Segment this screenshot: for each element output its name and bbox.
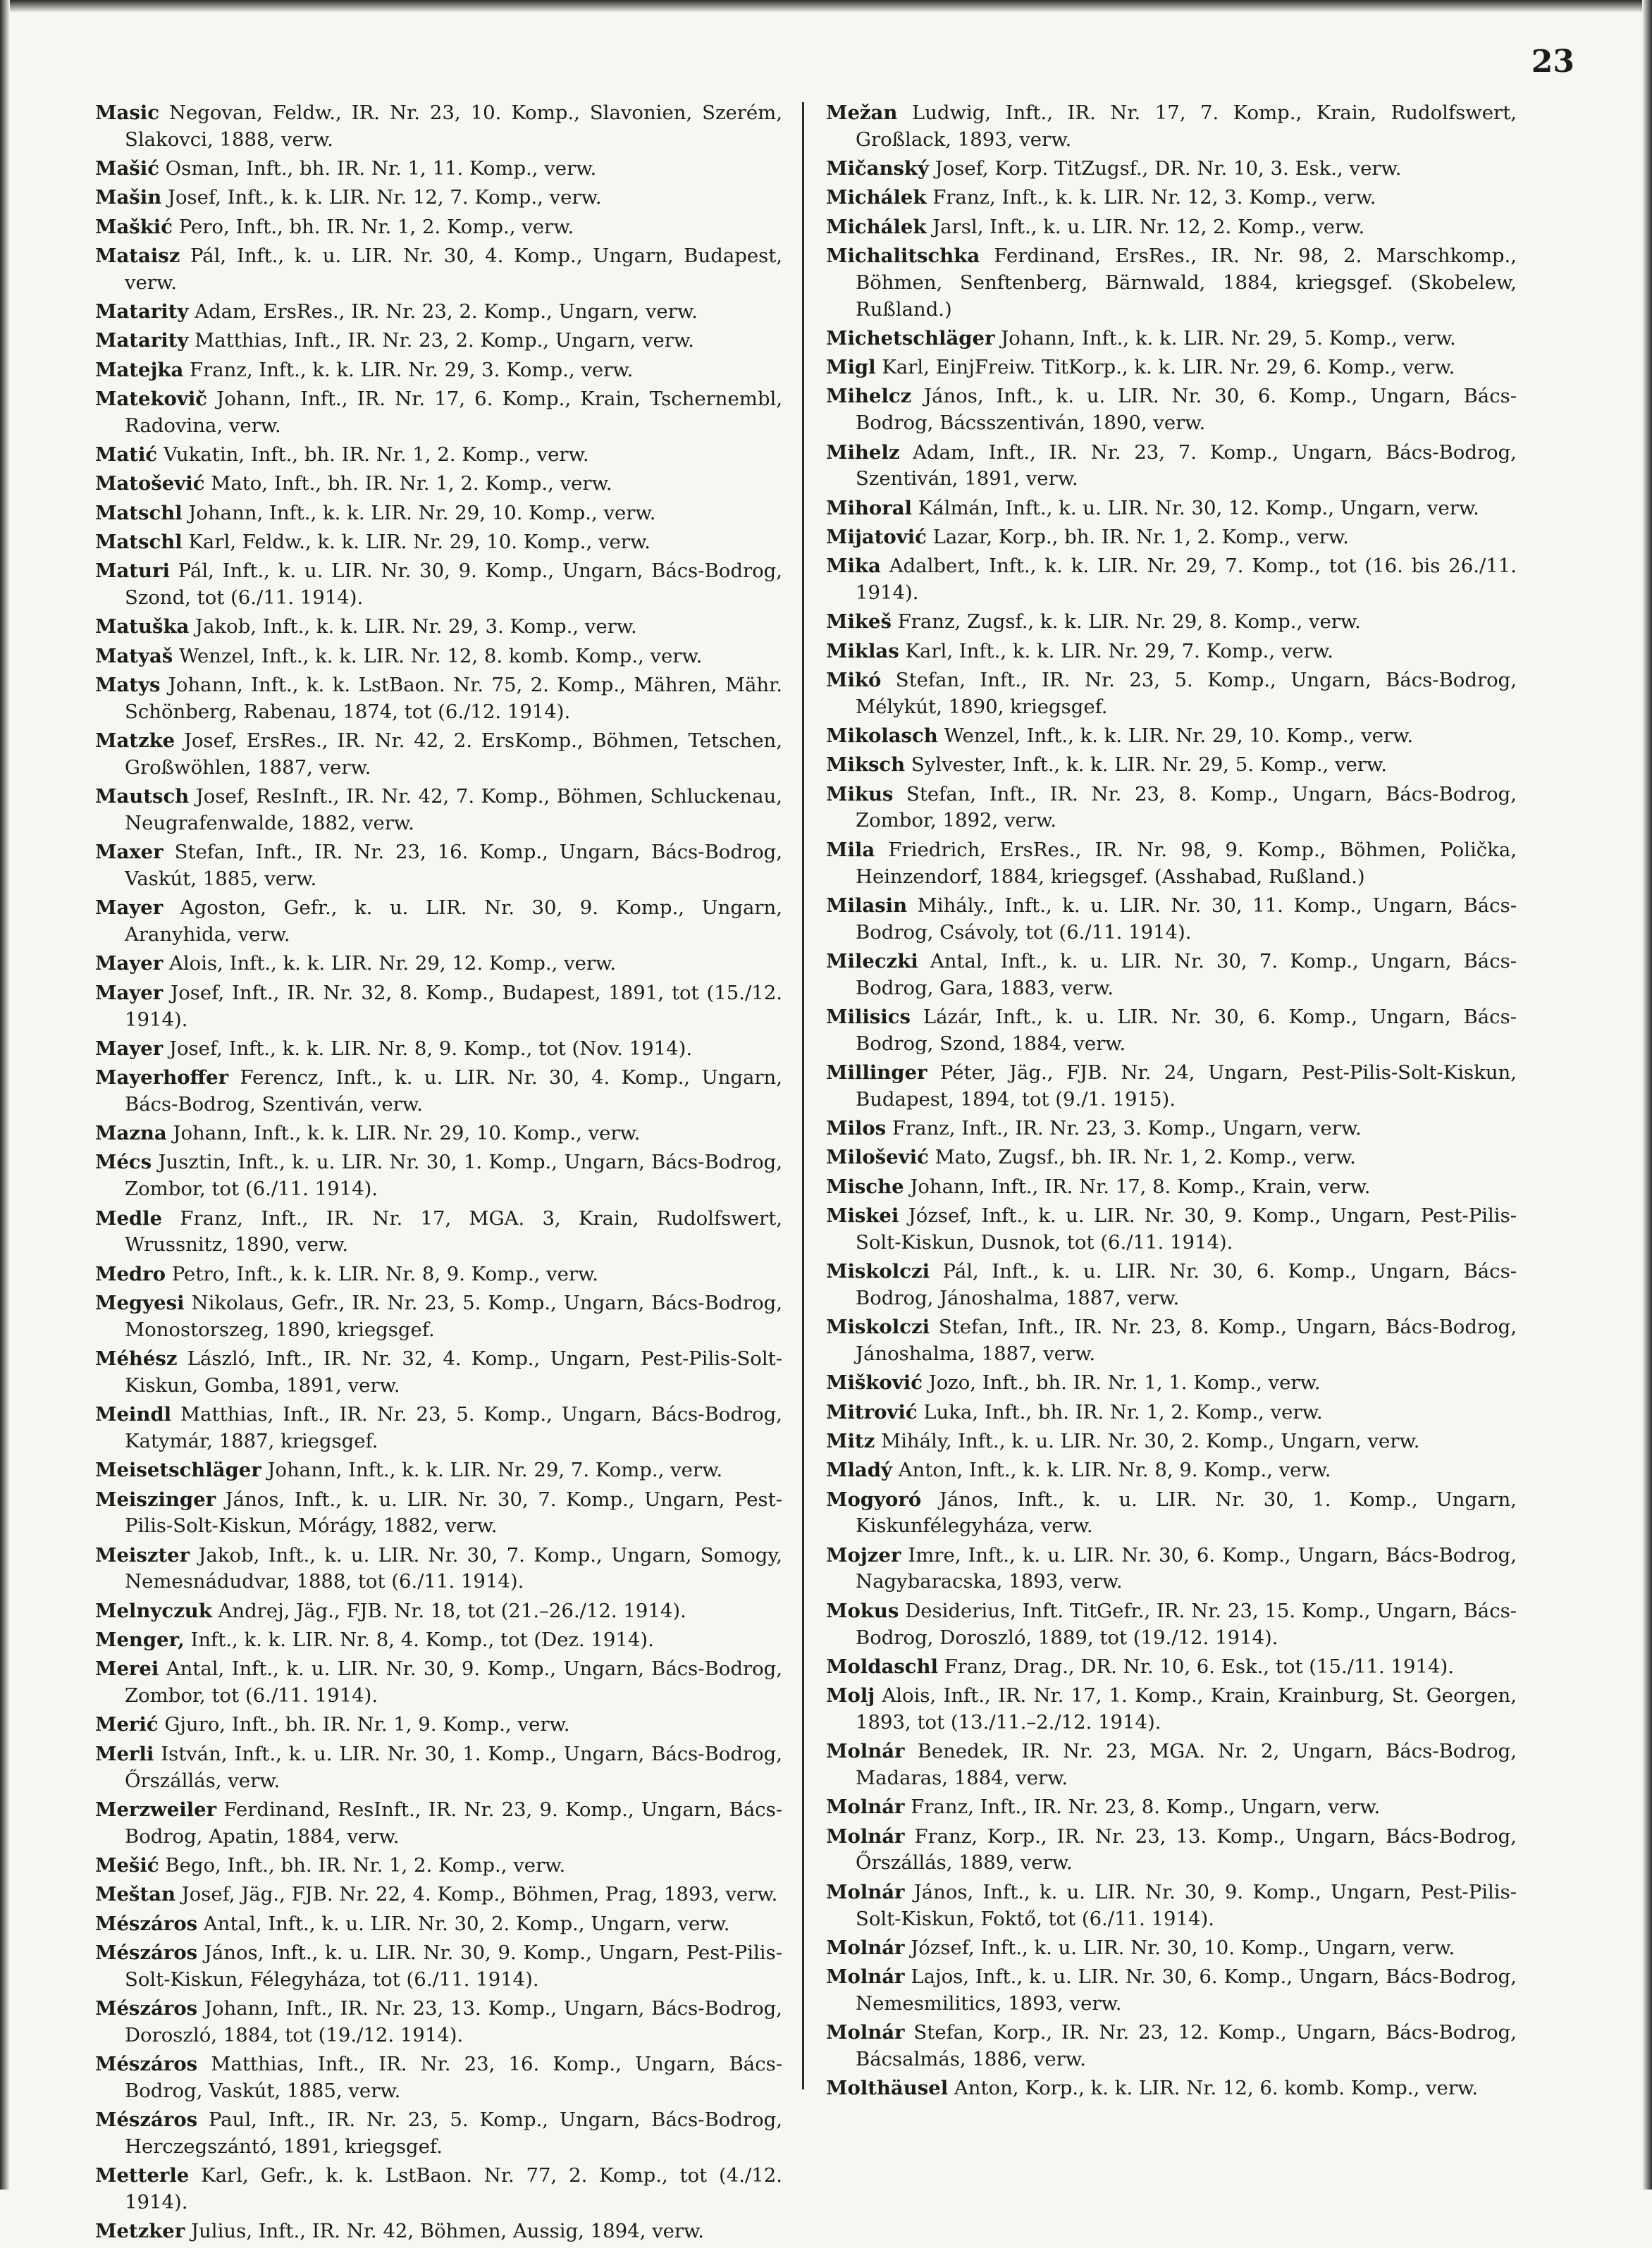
- casualty-entry: [826, 1174, 1517, 1201]
- casualty-entry: [95, 728, 782, 782]
- casualty-entry: [826, 1739, 1517, 1792]
- entry-details: János, Inft., k. u. LIR. Nr. 30, 9. Komp., Ungarn, Pest-Pilis-Solt-Kiskun, Foktő, tot (6./11. 1914).: [856, 1880, 1517, 1930]
- entry-surname: Mileczki: [826, 949, 918, 972]
- entry-details: József, Inft., k. u. LIR. Nr. 30, 9. Komp., Ungarn, Pest-Pilis-Solt-Kiskun, Dusnok, tot (6./11. 1914).: [856, 1204, 1517, 1254]
- entry-details: Johann, Inft., IR. Nr. 17, 8. Komp., Krain, verw.: [904, 1175, 1371, 1198]
- entry-details: Pál, Inft., k. u. LIR. Nr. 30, 9. Komp., Ungarn, Bács-Bodrog, Szond, tot (6./11. 1914).: [125, 560, 782, 610]
- casualty-entry: [95, 980, 782, 1034]
- entry-details: Ferencz, Inft., k. u. LIR. Nr. 30, 4. Komp., Ungarn, Bács-Bodrog, Szentiván, verw.: [125, 1066, 782, 1116]
- entry-details: Anton, Inft., k. k. LIR. Nr. 8, 9. Komp., verw.: [892, 1459, 1331, 1482]
- casualty-entry: [95, 386, 782, 440]
- casualty-entry: [826, 1543, 1517, 1596]
- entry-details: Vukatin, Inft., bh. IR. Nr. 1, 2. Komp., verw.: [157, 443, 589, 467]
- casualty-entry: [95, 442, 782, 469]
- entry-surname: Michálek: [826, 186, 927, 209]
- casualty-entry: [826, 1879, 1517, 1933]
- entry-surname: Menger,: [95, 1629, 185, 1652]
- casualty-entry: [95, 2218, 782, 2245]
- entry-details: Pál, Inft., k. u. LIR. Nr. 30, 4. Komp., Ungarn, Budapest, verw.: [125, 244, 782, 294]
- entry-details: Franz, Inft., k. k. LIR. Nr. 29, 3. Komp., verw.: [183, 358, 634, 381]
- entry-details: Osman, Inft., bh. IR. Nr. 1, 11. Komp., verw.: [159, 157, 597, 180]
- entry-surname: Mészáros: [95, 2108, 198, 2132]
- left-column: [95, 100, 782, 2248]
- entry-details: Alois, Inft., k. k. LIR. Nr. 29, 12. Komp., verw.: [163, 952, 617, 975]
- casualty-entry: [95, 357, 782, 384]
- entry-details: Johann, Inft., k. k. LIR. Nr. 29, 5. Komp., verw.: [994, 326, 1456, 350]
- casualty-entry: [826, 1487, 1517, 1540]
- casualty-entry: [95, 1712, 782, 1739]
- entry-details: Karl, Feldw., k. k. LIR. Nr. 29, 10. Komp., verw.: [182, 530, 651, 553]
- casualty-entry: [95, 1036, 782, 1063]
- entry-surname: Medro: [95, 1262, 166, 1285]
- entry-details: Wenzel, Inft., k. k. LIR. Nr. 12, 8. komb. Komp., verw.: [173, 644, 703, 667]
- entry-details: Sylvester, Inft., k. k. LIR. Nr. 29, 5. Komp., verw.: [905, 753, 1387, 777]
- casualty-entry: [826, 354, 1517, 381]
- casualty-entry: [826, 440, 1517, 493]
- entry-details: István, Inft., k. u. LIR. Nr. 30, 1. Komp., Ungarn, Bács-Bodrog, Őrszállás, verw.: [125, 1742, 782, 1792]
- entry-details: Anton, Korp., k. k. LIR. Nr. 12, 6. komb. Komp., verw.: [948, 2077, 1478, 2100]
- entry-details: Adalbert, Inft., k. k. LIR. Nr. 29, 7. Komp., tot (16. bis 26./11. 1914).: [856, 555, 1517, 605]
- casualty-entry: [826, 185, 1517, 211]
- casualty-entry: [826, 1683, 1517, 1736]
- entry-surname: Mészáros: [95, 1996, 198, 2020]
- entry-details: Josef, ErsRes., IR. Nr. 42, 2. ErsKomp., Böhmen, Tetschen, Großwöhlen, 1887, verw.: [125, 729, 782, 779]
- entry-surname: Melnyczuk: [95, 1599, 212, 1622]
- entry-details: Ferdinand, ErsRes., IR. Nr. 98, 2. Marschkomp., Böhmen, Senftenberg, Bärnwald, 1884, kriegsgef. (Skobelew, Rußland.): [856, 244, 1517, 321]
- casualty-entry: [95, 100, 782, 154]
- entry-details: Gjuro, Inft., bh. IR. Nr. 1, 9. Komp., verw.: [158, 1713, 570, 1736]
- entry-surname: Mihelz: [826, 440, 900, 464]
- casualty-entry: [95, 614, 782, 641]
- casualty-entry: [95, 500, 782, 527]
- entry-details: Benedek, IR. Nr. 23, MGA. Nr. 2, Ungarn, Bács-Bodrog, Madaras, 1884, verw.: [856, 1740, 1517, 1790]
- entry-details: Luka, Inft., bh. IR. Nr. 1, 2. Komp., verw.: [917, 1400, 1323, 1423]
- entry-surname: Mécs: [95, 1151, 152, 1174]
- scan-border-right: [1642, 0, 1652, 2190]
- casualty-entry: [95, 951, 782, 977]
- entry-details: János, Inft., k. u. LIR. Nr. 30, 6. Komp., Ungarn, Bács-Bodrog, Bácsszentiván, 1890, verw.: [856, 385, 1517, 435]
- entry-surname: Molnár: [826, 1740, 905, 1763]
- scan-border-left: [0, 0, 10, 2190]
- entry-surname: Mazna: [95, 1122, 167, 1145]
- entry-details: János, Inft., k. u. LIR. Nr. 30, 9. Komp., Ungarn, Pest-Pilis-Solt-Kiskun, Félegyháza, tot (6./11. 1914).: [125, 1941, 782, 1991]
- entry-details: Ferdinand, ResInft., IR. Nr. 23, 9. Komp., Ungarn, Bács-Bodrog, Apatin, 1884, verw.: [125, 1798, 782, 1848]
- entry-details: Imre, Inft., k. u. LIR. Nr. 30, 6. Komp., Ungarn, Bács-Bodrog, Nagybaracska, 1893, verw.: [856, 1543, 1517, 1593]
- casualty-entry: [826, 156, 1517, 183]
- casualty-entry: [95, 1882, 782, 1908]
- column-divider: [802, 102, 804, 2089]
- entry-details: Josef, ResInft., IR. Nr. 42, 7. Komp., Böhmen, Schluckenau, Neugrafenwalde, 1882, verw.: [125, 785, 782, 834]
- casualty-entry: [95, 1797, 782, 1851]
- entry-surname: Mihoral: [826, 496, 912, 519]
- entry-surname: Mische: [826, 1175, 904, 1198]
- entry-details: Pero, Inft., bh. IR. Nr. 1, 2. Komp., verw.: [173, 215, 574, 238]
- entry-surname: Masic: [95, 101, 159, 124]
- entry-surname: Matys: [95, 673, 161, 696]
- casualty-entry: [826, 667, 1517, 721]
- entry-details: Lazar, Korp., bh. IR. Nr. 1, 2. Komp., verw.: [926, 525, 1349, 548]
- entry-details: Inft., k. k. LIR. Nr. 8, 4. Komp., tot (Dez. 1914).: [184, 1629, 654, 1652]
- entry-surname: Merzweiler: [95, 1798, 217, 1821]
- entry-details: Péter, Jäg., FJB. Nr. 24, Ungarn, Pest-Pilis-Solt-Kiskun, Budapest, 1894, tot (9./1. 1915).: [856, 1061, 1517, 1111]
- entry-details: Mihály, Inft., k. u. LIR. Nr. 30, 2. Komp., Ungarn, verw.: [875, 1429, 1420, 1452]
- entry-details: Franz, Inft., IR. Nr. 23, 8. Komp., Ungarn, verw.: [904, 1796, 1381, 1819]
- casualty-entry: [826, 1116, 1517, 1142]
- casualty-entry: [826, 1203, 1517, 1256]
- entry-details: Franz, Inft., IR. Nr. 17, MGA. 3, Krain, Rudolfswert, Wrussnitz, 1890, verw.: [125, 1206, 782, 1256]
- entry-surname: Matejka: [95, 358, 184, 381]
- entry-surname: Milošević: [826, 1146, 929, 1169]
- entry-details: Wenzel, Inft., k. k. LIR. Nr. 29, 10. Komp., verw.: [937, 724, 1414, 748]
- entry-surname: Migl: [826, 356, 876, 379]
- entry-surname: Mayer: [95, 1037, 164, 1060]
- casualty-entry: [826, 2075, 1517, 2102]
- casualty-entry: [826, 1824, 1517, 1877]
- casualty-entry: [95, 1853, 782, 1879]
- casualty-entry: [826, 1314, 1517, 1368]
- entry-surname: Matuška: [95, 615, 190, 638]
- entry-surname: Michalitschka: [826, 244, 980, 267]
- entry-details: Matthias, Inft., IR. Nr. 23, 5. Komp., Ungarn, Bács-Bodrog, Katymár, 1887, kriegsgef.: [125, 1403, 782, 1452]
- entry-details: Josef, Korp. TitZugsf., DR. Nr. 10, 3. Esk., verw.: [928, 157, 1402, 180]
- entry-surname: Mokus: [826, 1599, 899, 1622]
- entry-details: Johann, Inft., k. k. LIR. Nr. 29, 10. Komp., verw.: [166, 1122, 641, 1145]
- entry-details: Jarsl, Inft., k. u. LIR. Nr. 12, 2. Komp., verw.: [926, 215, 1365, 238]
- casualty-entry: [95, 1911, 782, 1938]
- entry-details: László, Inft., IR. Nr. 32, 4. Komp., Ungarn, Pest-Pilis-Solt-Kiskun, Gomba, 1891, verw.: [125, 1347, 782, 1397]
- casualty-entry: [95, 1656, 782, 1710]
- casualty-entry: [826, 495, 1517, 522]
- entry-details: Stefan, Korp., IR. Nr. 23, 12. Komp., Ungarn, Bács-Bodrog, Bácsalmás, 1886, verw.: [856, 2021, 1517, 2070]
- entry-details: Josef, Inft., IR. Nr. 32, 8. Komp., Budapest, 1891, tot (15./12. 1914).: [125, 981, 782, 1031]
- entry-surname: Mašin: [95, 186, 162, 209]
- casualty-entry: [95, 672, 782, 726]
- casualty-entry: [95, 299, 782, 326]
- entry-surname: Mataisz: [95, 244, 180, 267]
- entry-surname: Mészáros: [95, 2052, 198, 2075]
- entry-details: Negovan, Feldw., IR. Nr. 23, 10. Komp., Slavonien, Szerém, Slakovci, 1888, verw.: [125, 101, 782, 151]
- entry-surname: Milasin: [826, 894, 908, 917]
- casualty-entry: [826, 1428, 1517, 1455]
- page-number: 23: [1531, 44, 1574, 80]
- casualty-entry: [826, 524, 1517, 551]
- casualty-entry: [95, 214, 782, 241]
- casualty-entry: [95, 156, 782, 183]
- entry-details: Antal, Inft., k. u. LIR. Nr. 30, 2. Komp., Ungarn, verw.: [197, 1912, 730, 1935]
- entry-details: Franz, Korp., IR. Nr. 23, 13. Komp., Ungarn, Bács-Bodrog, Őrszállás, 1889, verw.: [856, 1824, 1517, 1875]
- entry-details: Mato, Zugsf., bh. IR. Nr. 1, 2. Komp., verw.: [928, 1146, 1356, 1169]
- casualty-entry: [95, 1457, 782, 1484]
- entry-surname: Mayer: [95, 896, 164, 920]
- entry-surname: Mežan: [826, 101, 898, 124]
- entry-surname: Milos: [826, 1117, 887, 1140]
- casualty-entry: [95, 643, 782, 670]
- casualty-entry: [95, 1065, 782, 1118]
- casualty-entry: [826, 837, 1517, 891]
- casualty-entry: [826, 1004, 1517, 1058]
- entry-surname: Molnár: [826, 1936, 905, 1959]
- entry-details: Stefan, Inft., IR. Nr. 23, 8. Komp., Ungarn, Bács-Bodrog, Zombor, 1892, verw.: [856, 782, 1517, 832]
- entry-details: Johann, Inft., IR. Nr. 17, 6. Komp., Krain, Tschernembl, Radovina, verw.: [125, 387, 782, 437]
- entry-surname: Mašić: [95, 157, 159, 180]
- entry-surname: Molthäusel: [826, 2077, 949, 2100]
- entry-surname: Merli: [95, 1742, 154, 1765]
- casualty-entry: [95, 1290, 782, 1344]
- entry-surname: Miklas: [826, 639, 899, 662]
- casualty-entry: [826, 1457, 1517, 1484]
- entry-surname: Meiszinger: [95, 1488, 216, 1511]
- entry-details: Jozo, Inft., bh. IR. Nr. 1, 1. Komp., verw.: [922, 1371, 1321, 1395]
- entry-surname: Molnár: [826, 1824, 905, 1848]
- casualty-entry: [826, 326, 1517, 352]
- casualty-entry: [826, 100, 1517, 154]
- casualty-entry: [95, 328, 782, 354]
- casualty-entry: [95, 784, 782, 837]
- entry-surname: Mika: [826, 555, 881, 578]
- entry-surname: Mikó: [826, 668, 882, 691]
- casualty-entry: [95, 1940, 782, 1994]
- entry-details: Julius, Inft., IR. Nr. 42, Böhmen, Aussig, 1894, verw.: [185, 2220, 705, 2243]
- casualty-entry: [95, 1487, 782, 1540]
- entry-details: Lázár, Inft., k. u. LIR. Nr. 30, 6. Komp., Ungarn, Bács-Bodrog, Szond, 1884, verw.: [856, 1006, 1517, 1055]
- casualty-entry: [95, 895, 782, 949]
- entry-surname: Mešić: [95, 1853, 159, 1877]
- entry-surname: Molnár: [826, 1796, 905, 1819]
- entry-details: Adam, Inft., IR. Nr. 23, 7. Komp., Ungarn, Bács-Bodrog, Szentiván, 1891, verw.: [856, 440, 1517, 490]
- entry-surname: Merić: [95, 1713, 159, 1736]
- entry-surname: Matyaš: [95, 644, 173, 667]
- entry-details: Jakob, Inft., k. k. LIR. Nr. 29, 3. Komp., verw.: [189, 615, 637, 638]
- casualty-entry: [826, 1598, 1517, 1652]
- entry-details: Andrej, Jäg., FJB. Nr. 18, tot (21.–26./12. 1914).: [211, 1599, 686, 1622]
- entry-details: Jakob, Inft., k. u. LIR. Nr. 30, 7. Komp., Ungarn, Somogy, Nemesnádudvar, 1888, tot (6./11. 1914).: [125, 1543, 782, 1593]
- casualty-entry: [826, 1794, 1517, 1821]
- entry-surname: Merei: [95, 1657, 159, 1681]
- entry-details: Friedrich, ErsRes., IR. Nr. 98, 9. Komp., Böhmen, Polička, Heinzendorf, 1884, kriegsgef. (Asshabad, Rußland.): [856, 838, 1517, 888]
- casualty-entry: [826, 2020, 1517, 2073]
- casualty-entry: [826, 609, 1517, 636]
- entry-surname: Matschl: [95, 501, 183, 524]
- casualty-entry: [95, 1261, 782, 1288]
- entry-surname: Mikeš: [826, 610, 892, 634]
- entry-surname: Matarity: [95, 329, 189, 352]
- entry-surname: Moldaschl: [826, 1655, 938, 1678]
- casualty-entry: [826, 1370, 1517, 1397]
- entry-details: Bego, Inft., bh. IR. Nr. 1, 2. Komp., verw.: [159, 1853, 566, 1877]
- entry-details: Karl, Inft., k. k. LIR. Nr. 29, 7. Komp., verw.: [899, 639, 1333, 662]
- entry-surname: Mayer: [95, 981, 164, 1004]
- entry-details: Johann, Inft., k. k. LIR. Nr. 29, 10. Komp., verw.: [182, 501, 656, 524]
- entry-details: Matthias, Inft., IR. Nr. 23, 16. Komp., Ungarn, Bács-Bodrog, Vaskút, 1885, verw.: [125, 2052, 782, 2102]
- casualty-entry: [826, 638, 1517, 665]
- entry-surname: Mikolasch: [826, 724, 938, 748]
- entry-surname: Maxer: [95, 841, 164, 864]
- entry-surname: Miskei: [826, 1204, 899, 1228]
- entry-surname: Meštan: [95, 1883, 175, 1906]
- casualty-entry: [826, 553, 1517, 607]
- entry-details: Ludwig, Inft., IR. Nr. 17, 7. Komp., Krain, Rudolfswert, Großlack, 1893, verw.: [856, 101, 1517, 151]
- entry-surname: Molnár: [826, 2021, 905, 2044]
- entry-surname: Metzker: [95, 2220, 185, 2243]
- casualty-entry: [826, 243, 1517, 323]
- entry-surname: Matekovič: [95, 387, 208, 410]
- entry-details: Stefan, Inft., IR. Nr. 23, 16. Komp., Ungarn, Bács-Bodrog, Vaskút, 1885, verw.: [125, 841, 782, 891]
- casualty-entry: [826, 1400, 1517, 1426]
- entry-details: Josef, Jäg., FJB. Nr. 22, 4. Komp., Böhmen, Prag, 1893, verw.: [175, 1883, 778, 1906]
- entry-details: Josef, Inft., k. k. LIR. Nr. 8, 9. Komp., tot (Nov. 1914).: [163, 1037, 693, 1060]
- entry-surname: Miskolczi: [826, 1260, 930, 1283]
- entry-surname: Mihelcz: [826, 385, 912, 408]
- casualty-entry: [826, 949, 1517, 1002]
- entry-surname: Mladý: [826, 1459, 892, 1482]
- entry-surname: Mayer: [95, 952, 164, 975]
- entry-surname: Metterle: [95, 2164, 190, 2187]
- casualty-entry: [826, 1654, 1517, 1681]
- entry-surname: Matić: [95, 443, 158, 467]
- entry-surname: Mitz: [826, 1429, 875, 1452]
- casualty-entry: [95, 243, 782, 297]
- entry-surname: Maškić: [95, 215, 173, 238]
- casualty-entry: [826, 214, 1517, 241]
- casualty-entry: [95, 839, 782, 893]
- entry-surname: Medle: [95, 1206, 163, 1230]
- entry-surname: Miksch: [826, 753, 906, 777]
- entry-surname: Matschl: [95, 530, 183, 553]
- entry-details: Antal, Inft., k. u. LIR. Nr. 30, 9. Komp., Ungarn, Bács-Bodrog, Zombor, tot (6./11. 1914).: [125, 1657, 782, 1707]
- entry-details: Antal, Inft., k. u. LIR. Nr. 30, 7. Komp., Ungarn, Bács-Bodrog, Gara, 1883, verw.: [856, 949, 1517, 999]
- entry-surname: Mila: [826, 838, 875, 861]
- casualty-entry: [826, 1935, 1517, 1962]
- entry-surname: Michálek: [826, 215, 927, 238]
- entry-surname: Mészáros: [95, 1941, 198, 1964]
- entry-surname: Molnár: [826, 1965, 905, 1989]
- entry-surname: Millinger: [826, 1061, 927, 1085]
- entry-surname: Mikus: [826, 782, 894, 805]
- casualty-entry: [826, 782, 1517, 835]
- entry-surname: Mojzer: [826, 1543, 901, 1567]
- entry-details: Stefan, Inft., IR. Nr. 23, 8. Komp., Ungarn, Bács-Bodrog, Jánoshalma, 1887, verw.: [856, 1316, 1517, 1366]
- casualty-entry: [95, 1543, 782, 1596]
- casualty-entry: [95, 1206, 782, 1259]
- entry-details: Mihály., Inft., k. u. LIR. Nr. 30, 11. Komp., Ungarn, Bács-Bodrog, Csávoly, tot (6./11. 1914).: [856, 894, 1517, 944]
- casualty-entry: [826, 893, 1517, 946]
- entry-surname: Molnár: [826, 1880, 905, 1903]
- entry-surname: Mišković: [826, 1371, 923, 1395]
- entry-details: Desiderius, Inft. TitGefr., IR. Nr. 23, 15. Komp., Ungarn, Bács-Bodrog, Doroszló, 1889, tot (19./12. 1914).: [856, 1599, 1517, 1649]
- casualty-entry: [95, 1346, 782, 1400]
- entry-details: Nikolaus, Gefr., IR. Nr. 23, 5. Komp., Ungarn, Bács-Bodrog, Monostorszeg, 1890, kriegsgef.: [125, 1291, 782, 1341]
- casualty-entry: [826, 752, 1517, 779]
- entry-details: János, Inft., k. u. LIR. Nr. 30, 7. Komp., Ungarn, Pest-Pilis-Solt-Kiskun, Mórágy, 1882, verw.: [125, 1488, 782, 1538]
- entry-details: Karl, EinjFreiw. TitKorp., k. k. LIR. Nr. 29, 6. Komp., verw.: [875, 356, 1455, 379]
- entry-surname: Meindl: [95, 1403, 172, 1426]
- casualty-entry: [95, 185, 782, 211]
- entry-details: Johann, Inft., k. k. LIR. Nr. 29, 7. Komp., verw.: [261, 1459, 723, 1482]
- casualty-entry: [95, 2051, 782, 2105]
- entry-details: Petro, Inft., k. k. LIR. Nr. 8, 9. Komp., verw.: [166, 1262, 599, 1285]
- entry-details: Mato, Inft., bh. IR. Nr. 1, 2. Komp., verw.: [204, 472, 612, 495]
- entry-surname: Michetschläger: [826, 326, 995, 350]
- entry-surname: Milisics: [826, 1006, 911, 1028]
- entry-surname: Mautsch: [95, 785, 190, 808]
- scan-border-top: [0, 0, 1652, 13]
- entry-surname: Mijatović: [826, 525, 927, 548]
- entry-details: Pál, Inft., k. u. LIR. Nr. 30, 6. Komp., Ungarn, Bács-Bodrog, Jánoshalma, 1887, verw.: [856, 1260, 1517, 1309]
- entry-details: Agoston, Gefr., k. u. LIR. Nr. 30, 9. Komp., Ungarn, Aranyhida, verw.: [125, 896, 782, 946]
- entry-surname: Megyesi: [95, 1291, 185, 1314]
- entry-surname: Matošević: [95, 472, 205, 495]
- casualty-entry: [826, 383, 1517, 437]
- entry-details: Jusztin, Inft., k. u. LIR. Nr. 30, 1. Komp., Ungarn, Bács-Bodrog, Zombor, tot (6./11. 1914).: [125, 1151, 782, 1201]
- casualty-entry: [826, 1964, 1517, 2018]
- entry-details: Franz, Drag., DR. Nr. 10, 6. Esk., tot (15./11. 1914).: [937, 1655, 1454, 1678]
- entry-details: Johann, Inft., IR. Nr. 23, 13. Komp., Ungarn, Bács-Bodrog, Doroszló, 1884, tot (19./12. 1914).: [125, 1996, 782, 2046]
- entry-surname: Mogyoró: [826, 1488, 922, 1511]
- casualty-entry: [826, 1060, 1517, 1113]
- casualty-entry: [95, 1741, 782, 1795]
- entry-surname: Méhész: [95, 1347, 178, 1371]
- entry-surname: Maturi: [95, 560, 170, 583]
- entry-details: Franz, Zugsf., k. k. LIR. Nr. 29, 8. Komp., verw.: [891, 610, 1361, 634]
- entry-surname: Matarity: [95, 300, 189, 323]
- entry-details: Adam, ErsRes., IR. Nr. 23, 2. Komp., Ungarn, verw.: [188, 300, 698, 323]
- casualty-entry: [95, 1627, 782, 1654]
- entry-surname: Matzke: [95, 729, 175, 753]
- entry-surname: Mészáros: [95, 1912, 198, 1935]
- casualty-entry: [95, 2107, 782, 2161]
- entry-surname: Mičanský: [826, 157, 929, 180]
- entry-surname: Mitrović: [826, 1400, 918, 1423]
- casualty-entry: [826, 1259, 1517, 1312]
- entry-details: Franz, Inft., IR. Nr. 23, 3. Komp., Ungarn, verw.: [886, 1117, 1362, 1140]
- casualty-entry: [95, 1120, 782, 1147]
- entry-details: József, Inft., k. u. LIR. Nr. 30, 10. Komp., Ungarn, verw.: [904, 1936, 1455, 1959]
- entry-details: Franz, Inft., k. k. LIR. Nr. 12, 3. Komp., verw.: [926, 186, 1376, 209]
- entry-details: János, Inft., k. u. LIR. Nr. 30, 1. Komp., Ungarn, Kiskunfélegyháza, verw.: [856, 1488, 1517, 1538]
- entry-details: Stefan, Inft., IR. Nr. 23, 5. Komp., Ungarn, Bács-Bodrog, Mélykút, 1890, kriegsgef.: [856, 668, 1517, 718]
- entry-surname: Meiszter: [95, 1543, 190, 1567]
- casualty-entry: [95, 1598, 782, 1625]
- casualty-entry: [95, 1996, 782, 2049]
- entry-details: Lajos, Inft., k. u. LIR. Nr. 30, 6. Komp., Ungarn, Bács-Bodrog, Nemesmilitics, 1893, verw.: [856, 1965, 1517, 2015]
- casualty-entry: [95, 471, 782, 498]
- entry-surname: Miskolczi: [826, 1316, 930, 1339]
- entry-details: Paul, Inft., IR. Nr. 23, 5. Komp., Ungarn, Bács-Bodrog, Herczegszántó, 1891, kriegsgef.: [125, 2108, 782, 2158]
- casualty-entry: [95, 1149, 782, 1203]
- entry-details: Karl, Gefr., k. k. LstBaon. Nr. 77, 2. Komp., tot (4./12. 1914).: [125, 2164, 782, 2213]
- entry-details: Josef, Inft., k. k. LIR. Nr. 12, 7. Komp., verw.: [161, 186, 602, 209]
- casualty-entry: [95, 558, 782, 612]
- entry-details: Matthias, Inft., IR. Nr. 23, 2. Komp., Ungarn, verw.: [188, 329, 694, 352]
- entry-surname: Meisetschläger: [95, 1459, 261, 1482]
- casualty-entry: [826, 1144, 1517, 1171]
- casualty-entry: [826, 723, 1517, 750]
- entry-details: Johann, Inft., k. k. LstBaon. Nr. 75, 2. Komp., Mähren, Mähr. Schönberg, Rabenau, 1874, tot (6./12. 1914).: [125, 673, 782, 723]
- entry-details: Kálmán, Inft., k. u. LIR. Nr. 30, 12. Komp., Ungarn, verw.: [911, 496, 1479, 519]
- entry-details: Alois, Inft., IR. Nr. 17, 1. Komp., Krain, Krainburg, St. Georgen, 1893, tot (13./11.–2./12. 1914).: [856, 1684, 1517, 1734]
- casualty-entry: [95, 1402, 782, 1455]
- casualty-entry: [95, 529, 782, 556]
- entry-surname: Mayerhoffer: [95, 1066, 229, 1089]
- right-column: [826, 100, 1517, 2105]
- entry-surname: Molj: [826, 1684, 875, 1707]
